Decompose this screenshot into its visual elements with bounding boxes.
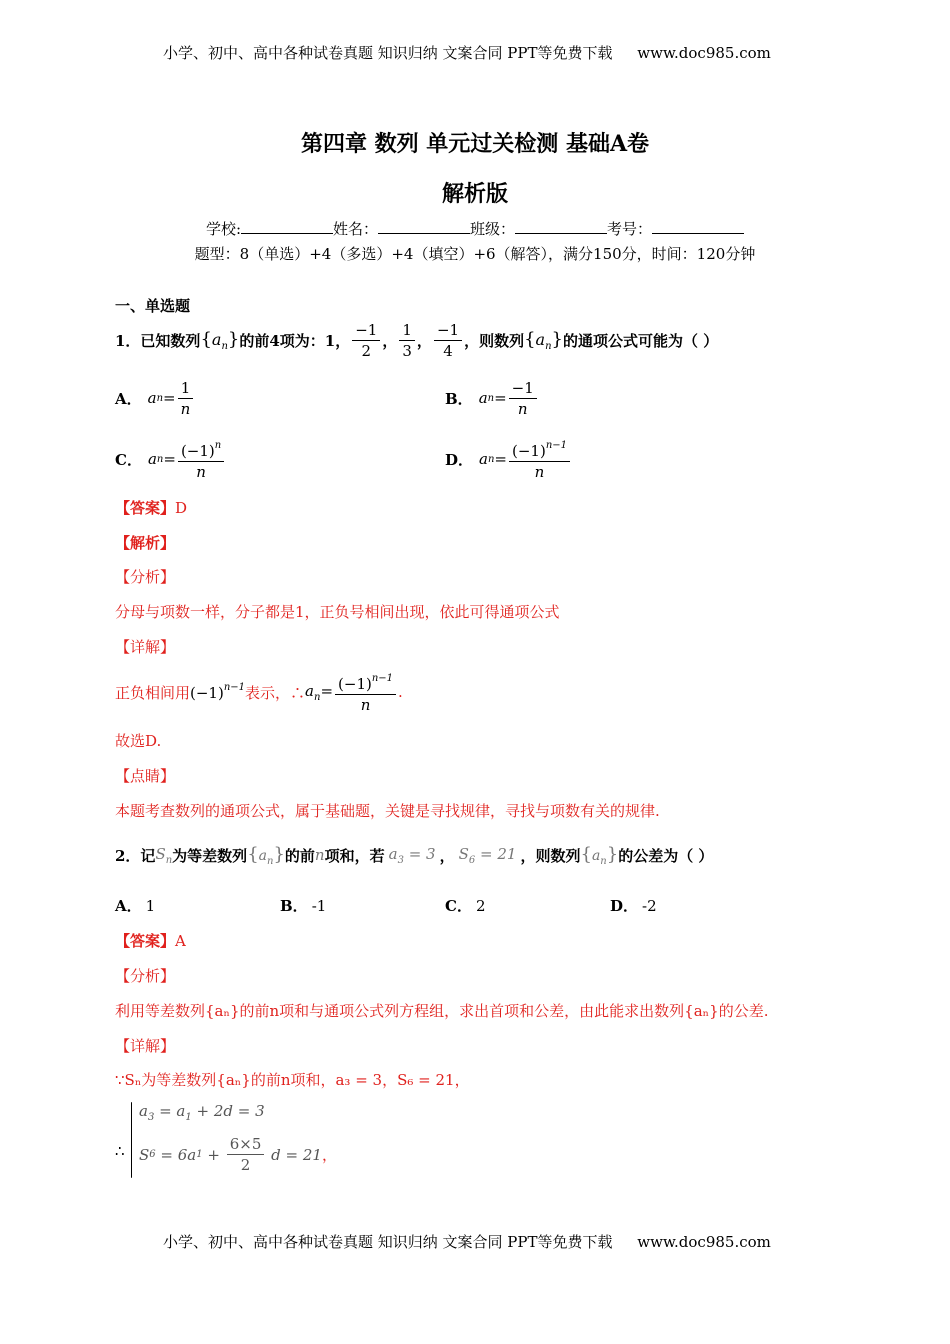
name-blank[interactable]: [378, 219, 470, 234]
question-1-stem: 1．已知数列 $\{a_n\}$ 的前4项为：1， $\frac{-1}{2}$ ， $\frac{1}{3}$ ， $\frac{-1}{4}$ ，则数列 $\{a_n\}$ 的通项公式可能为（ ）: [115, 320, 719, 360]
student-info: [0, 218, 950, 239]
q2-option-d[interactable]: [610, 895, 657, 916]
option-value: 2: [475, 897, 486, 915]
q1-stem-part: ，则数列: [464, 331, 525, 350]
q2-option-a[interactable]: [115, 895, 155, 916]
option-label: A．: [115, 897, 142, 915]
section-title: 一、单选题: [115, 297, 191, 315]
q1-stem-part: 1．已知数列: [115, 331, 201, 350]
q1-stem-part: 的通项公式可能为（ ）: [562, 331, 719, 350]
option-value: -1: [311, 897, 327, 915]
doc-subtitle: 解析版: [441, 181, 508, 207]
school-label: 学校:: [205, 220, 241, 238]
q1-option-d[interactable]: D． a n = $\frac{(-1)^{n-1}}{n}$: [445, 434, 572, 484]
q1-option-b[interactable]: B． a n = $\frac{-1}{n}$: [445, 374, 539, 422]
answer-tag: 【答案】: [115, 932, 176, 950]
q2-option-b[interactable]: [280, 895, 326, 916]
q2-option-c[interactable]: [445, 895, 486, 916]
class-blank[interactable]: [515, 219, 607, 234]
q1-fenxi: 分母与项数一样，分子都是1，正负号相间出现，依此可得通项公式: [115, 603, 560, 621]
q1-detail-tag: 【详解】: [115, 638, 176, 656]
q2-stem-part: 的前: [284, 846, 315, 865]
q1-sequence-symbol: $\{a_n\}$: [200, 328, 240, 352]
q2-stem-part: 为等差数列: [172, 846, 248, 865]
exam-no-blank[interactable]: [652, 219, 744, 234]
q2-stem-part: 项和，若: [324, 846, 385, 865]
q2-stem-part: ，则数列: [520, 846, 581, 865]
page-header: [163, 42, 771, 63]
header-text: 小学、初中、高中各种试卷真题 知识归纳 文案合同 PPT等免费下载: [163, 44, 613, 62]
q1-analysis-tag: 【解析】: [115, 534, 176, 552]
q2-answer: [115, 930, 186, 951]
q2-equation-system: ∴ $a_3 = a_1 + 2d = 3$ S 6 = 6a 1 + $\frac{6\times 5}{2}$ d = 21 ，: [115, 1098, 435, 1180]
q2-stem-part: 的公差为（ ）: [618, 846, 714, 865]
option-label: C．: [115, 450, 142, 469]
doc-title: 第四章 数列 单元过关检测 基础A卷: [300, 131, 650, 157]
q1-stem-part: 的前4项为：1，: [239, 331, 351, 350]
q1-detail: 正负相间用 $(-1)^{n-1}$ 表示，∴ $a_n=$ $\frac{(-1)^{n-1}}{n}$ .: [115, 667, 403, 717]
footer-text: 小学、初中、高中各种试卷真题 知识归纳 文案合同 PPT等免费下载: [163, 1233, 613, 1251]
exam-types: 题型：8（单选）+4（多选）+4（填空）+6（解答），满分150分，时间：120分钟: [194, 245, 756, 263]
q2-fenxi: 利用等差数列{aₙ}的前n项和与通项公式列方程组，求出首项和公差，由此能求出数列{aₙ}的公差.: [115, 1002, 769, 1020]
page-footer: [163, 1231, 771, 1252]
q2-detail: ∵Sₙ为等差数列{aₙ}的前n项和，a₃ = 3，S₆ = 21，: [115, 1071, 470, 1089]
q1-sequence-symbol: $\{a_n\}$: [524, 328, 563, 352]
header-site[interactable]: www.doc985.com: [637, 44, 771, 62]
option-label: D．: [445, 450, 474, 469]
school-blank[interactable]: [241, 219, 333, 234]
q1-conclusion: 故选D.: [115, 732, 162, 750]
footer-site[interactable]: www.doc985.com: [637, 1233, 771, 1251]
name-label: 姓名：: [333, 220, 379, 238]
q2-fenxi-tag: 【分析】: [115, 967, 176, 985]
q2-stem-part: 2．记: [115, 846, 156, 865]
class-label: 班级：: [470, 220, 516, 238]
option-label: A．: [115, 389, 142, 408]
option-label: C．: [445, 897, 472, 915]
question-2-stem: 2．记 $S_n$ 为等差数列 $\{a_n\}$ 的前 n 项和，若 $a_3 = 3$ ， $S_6 = 21$ ，则数列 $\{a_n\}$ 的公差为（ ）: [115, 843, 714, 867]
q1-point: 本题考查数列的通项公式，属于基础题，关键是寻找规律，寻找与项数有关的规律.: [115, 802, 660, 820]
detail-text: 表示，∴: [245, 683, 306, 702]
q2-detail-tag: 【详解】: [115, 1037, 176, 1055]
option-value: 1: [145, 897, 156, 915]
q1-term-2: $\frac{-1}{2}$: [352, 320, 380, 361]
answer-value: D: [175, 499, 188, 517]
answer-value: A: [175, 932, 186, 950]
option-label: B．: [280, 897, 308, 915]
q1-term-3: $\frac{1}{3}$: [399, 320, 415, 361]
q1-option-c[interactable]: C． a n = $\frac{(-1)^n}{n}$: [115, 434, 226, 484]
q1-fenxi-tag: 【分析】: [115, 568, 176, 586]
q1-answer: [115, 497, 187, 518]
q1-option-a[interactable]: A． a n = $\frac{1}{n}$: [115, 374, 195, 422]
option-label: D．: [610, 897, 639, 915]
exam-no-label: 考号：: [607, 220, 653, 238]
q1-term-4: $\frac{-1}{4}$: [434, 320, 462, 361]
option-value: -2: [642, 897, 657, 915]
detail-text: 正负相间用: [115, 683, 191, 702]
answer-tag: 【答案】: [115, 499, 176, 517]
option-label: B．: [445, 389, 473, 408]
q1-point-tag: 【点睛】: [115, 767, 176, 785]
